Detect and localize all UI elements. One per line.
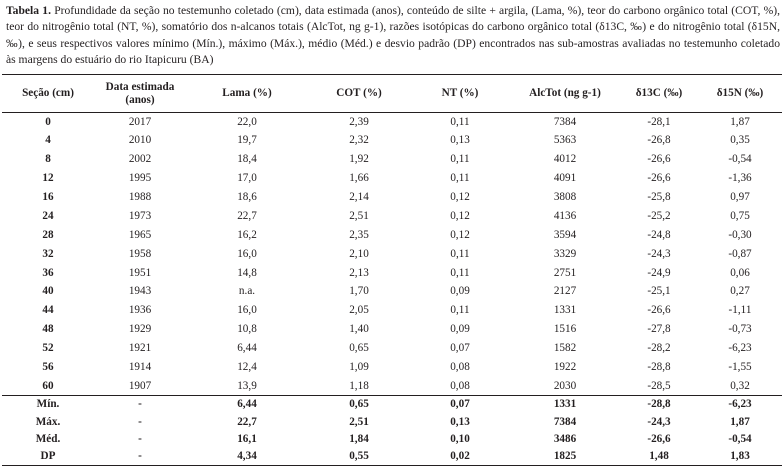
cell-data: 1958	[128, 247, 152, 260]
table-row	[2, 207, 782, 226]
cell-c13: -25,8	[647, 191, 671, 203]
cell-c13: -27,8	[647, 323, 671, 336]
stat-row	[2, 448, 782, 466]
cell-cot: 1,18	[349, 379, 369, 392]
cell-nt: 0,11	[450, 266, 470, 279]
cell-c13: -28,1	[647, 115, 671, 128]
cell-cot: 1,40	[349, 323, 369, 336]
cell-nt: 0,08	[450, 379, 470, 392]
cell-nt: 0,11	[450, 304, 470, 317]
cell-secao: 32	[42, 247, 54, 260]
cell-cot: 1,84	[349, 433, 369, 446]
cell-secao: 12	[42, 172, 54, 185]
cell-c13: -26,6	[647, 172, 671, 185]
table-row	[2, 358, 782, 377]
table-row	[2, 301, 782, 320]
header-alctot: AlcTot (ng g-1)	[510, 75, 620, 113]
cell-n15: -6,23	[728, 342, 752, 355]
cell-cot: 2,35	[349, 228, 369, 241]
table-row	[2, 188, 782, 207]
cell-alctot: 2030	[553, 379, 577, 392]
cell-n15: -0,54	[728, 433, 752, 446]
cell-n15: 0,97	[730, 191, 750, 203]
cell-data: -	[138, 415, 142, 428]
cell-lama: 4,34	[186, 448, 308, 466]
cell-data: 2002	[128, 153, 152, 166]
cell-cot: 2,05	[349, 304, 369, 317]
cell-alctot: 7384	[553, 115, 577, 128]
cell-data: 1988	[128, 191, 152, 203]
cell-data: 1973	[128, 209, 152, 222]
cell-c13: 1,48	[620, 448, 698, 466]
cell-cot: 2,39	[349, 115, 369, 128]
header-lama: Lama (%)	[186, 75, 308, 113]
cell-alctot: 4091	[553, 172, 577, 185]
cell-alctot: 4136	[553, 209, 577, 222]
cell-alctot: 2127	[553, 285, 577, 298]
cell-cot: 1,70	[349, 285, 369, 298]
cell-alctot: 1516	[553, 323, 577, 336]
cell-n15: 0,06	[730, 266, 750, 279]
cell-data: 1965	[128, 228, 152, 241]
cell-data: 1929	[128, 323, 152, 336]
cell-lama: 22,7	[237, 415, 257, 428]
table-row	[2, 113, 782, 132]
header-secao: Seção (cm)	[2, 75, 94, 113]
cell-lama: 13,9	[237, 379, 257, 392]
stat-row	[2, 396, 782, 414]
cell-alctot: 2751	[553, 266, 577, 279]
cell-data: 1943	[128, 285, 152, 298]
cell-data: -	[94, 396, 186, 414]
cell-data: 1914	[128, 361, 152, 374]
cell-nt: 0,08	[450, 361, 470, 374]
cell-secao: 60	[42, 379, 54, 392]
cell-n15: -0,30	[728, 228, 752, 241]
cell-lama: 22,7	[237, 209, 257, 222]
cell-alctot: 1825	[510, 448, 620, 466]
data-table	[2, 74, 782, 466]
cell-nt: 0,12	[450, 191, 470, 203]
cell-cot: 0,65	[308, 396, 410, 414]
cell-alctot: 3808	[553, 191, 577, 203]
cell-lama: 12,4	[237, 361, 257, 374]
cell-n15: 0,27	[730, 285, 750, 298]
cell-c13: -28,2	[647, 342, 671, 355]
cell-data: 1907	[128, 379, 152, 392]
cell-alctot: 4012	[553, 153, 577, 166]
cell-lama: 10,8	[237, 323, 257, 336]
cell-lama: 16,1	[237, 433, 257, 446]
cell-data: 1995	[128, 172, 152, 185]
cell-lama: 6,44	[186, 396, 308, 414]
cell-alctot: 1331	[553, 304, 577, 317]
cell-secao: 0	[45, 115, 51, 128]
cell-c13: -26,8	[647, 134, 671, 147]
cell-n15: -1,55	[728, 361, 752, 374]
cell-data: 1951	[128, 266, 152, 279]
cell-lama: 6,44	[237, 342, 257, 355]
table-row	[2, 150, 782, 169]
header-data: Data estimada (anos)	[94, 75, 186, 113]
cell-secao: 28	[42, 228, 54, 241]
cell-c13: -24,3	[647, 247, 671, 260]
cell-n15: 1,87	[730, 115, 750, 128]
cell-nt: 0,07	[410, 396, 510, 414]
cell-alctot: 3486	[553, 433, 577, 446]
cell-lama: n.a.	[238, 285, 256, 298]
cell-c13: -25,1	[647, 285, 671, 298]
header-nt: NT (%)	[410, 75, 510, 113]
cell-n15: 1,87	[730, 415, 750, 428]
cell-secao: 48	[42, 323, 54, 336]
cell-c13: -26,6	[647, 433, 671, 446]
cell-n15: -0,87	[728, 247, 752, 260]
header-n15: δ15N (‰)	[698, 75, 782, 113]
header-row	[2, 75, 782, 113]
table-row	[2, 283, 782, 302]
cell-cot: 2,51	[349, 209, 369, 222]
cell-c13: -26,6	[647, 304, 671, 317]
cell-cot: 0,55	[308, 448, 410, 466]
cell-secao: 16	[42, 191, 54, 203]
cell-c13: -28,5	[647, 379, 671, 392]
table-row	[2, 245, 782, 264]
table-row	[2, 131, 782, 150]
cell-cot: 2,32	[349, 134, 369, 147]
cell-cot: 0,65	[349, 342, 369, 355]
caption-text: Profundidade da seção no testemunho coletado (cm), data estimada (anos), conteúdo de silte + argila, (Lama, %), teor do carbono orgânico total (COT, %), teor do nitrogênio total (NT, %), somatório dos n-alcanos totais (AlcTot, ng g-1), razões isotópicas do carbono orgânico total (δ13C, ‰) e do nitrogênio total (δ15N, ‰), e seus respectivos valores mínimo (Mín.), máximo (Máx.), médio (Méd.) e desvio padrão (DP) encontrados nas sub-amostras avaliadas no testemunho coletado às margens do estuário do rio Itapicuru (BA)	[6, 4, 781, 67]
cell-cot: 2,13	[349, 266, 369, 279]
table-row	[2, 377, 782, 396]
stat-row	[2, 431, 782, 449]
cell-n15: -1,11	[728, 304, 752, 317]
cell-n15: -1,36	[728, 172, 752, 185]
cell-data: 2010	[128, 134, 152, 147]
cell-n15: 0,35	[730, 134, 750, 147]
table-row	[2, 320, 782, 339]
cell-data: 1921	[128, 342, 152, 355]
cell-secao: DP	[2, 448, 94, 466]
table-row	[2, 264, 782, 283]
cell-secao: 36	[42, 266, 54, 279]
cell-c13: -24,8	[647, 228, 671, 241]
cell-alctot: 1582	[553, 342, 577, 355]
cell-nt: 0,02	[410, 448, 510, 466]
cell-secao: 52	[42, 342, 54, 355]
cell-nt: 0,11	[450, 247, 470, 260]
cell-nt: 0,11	[450, 153, 470, 166]
cell-cot: 2,14	[349, 191, 369, 203]
cell-n15: -0,54	[728, 153, 752, 166]
cell-secao: 24	[42, 209, 54, 222]
cell-alctot: 1922	[553, 361, 577, 374]
table-row	[2, 339, 782, 358]
header-c13: δ13C (‰)	[620, 75, 698, 113]
cell-n15: 1,83	[698, 448, 782, 466]
cell-lama: 14,8	[237, 266, 257, 279]
cell-secao: 44	[42, 304, 54, 317]
table-row	[2, 226, 782, 245]
cell-nt: 0,12	[450, 228, 470, 241]
cell-nt: 0,11	[450, 172, 470, 185]
cell-c13: -25,2	[647, 209, 671, 222]
cell-secao: Méd.	[35, 433, 61, 446]
cell-alctot: 7384	[553, 415, 577, 428]
cell-c13: -24,3	[647, 415, 671, 428]
cell-nt: 0,09	[450, 285, 470, 298]
caption-label: Tabela 1.	[6, 4, 51, 17]
cell-secao: 40	[42, 285, 54, 298]
cell-lama: 22,0	[237, 115, 257, 128]
cell-lama: 18,6	[237, 191, 257, 203]
cell-lama: 16,0	[237, 247, 257, 260]
cell-data: -	[94, 448, 186, 466]
table-body	[2, 113, 782, 466]
cell-nt: 0,07	[450, 342, 470, 355]
cell-secao: Mín.	[2, 396, 94, 414]
cell-c13: -24,9	[647, 266, 671, 279]
cell-data: -	[138, 433, 142, 446]
cell-nt: 0,12	[450, 209, 470, 222]
cell-secao: Máx.	[35, 415, 61, 428]
cell-cot: 1,92	[349, 153, 369, 166]
cell-n15: -0,73	[728, 323, 752, 336]
cell-secao: 4	[45, 134, 51, 147]
cell-lama: 17,0	[237, 172, 257, 185]
cell-lama: 16,2	[237, 228, 257, 241]
cell-cot: 2,51	[349, 415, 369, 428]
cell-cot: 2,10	[349, 247, 369, 260]
cell-n15: -6,23	[698, 396, 782, 414]
cell-secao: 56	[42, 361, 54, 374]
cell-c13: -28,8	[620, 396, 698, 414]
table-row	[2, 169, 782, 188]
cell-nt: 0,11	[450, 115, 470, 128]
cell-n15: 0,75	[730, 209, 750, 222]
cell-n15: 0,32	[730, 379, 750, 392]
table-caption	[6, 3, 780, 69]
cell-alctot: 3329	[553, 247, 577, 260]
cell-lama: 18,4	[237, 153, 257, 166]
cell-nt: 0,13	[450, 134, 470, 147]
cell-cot: 1,66	[349, 172, 369, 185]
cell-lama: 16,0	[237, 304, 257, 317]
cell-data: 1936	[128, 304, 152, 317]
cell-alctot: 1331	[510, 396, 620, 414]
cell-nt: 0,10	[450, 433, 470, 446]
stat-row	[2, 413, 782, 431]
cell-cot: 1,09	[349, 361, 369, 374]
cell-nt: 0,13	[450, 415, 470, 428]
cell-data: 2017	[128, 115, 152, 128]
cell-alctot: 3594	[553, 228, 577, 241]
cell-secao: 8	[45, 153, 51, 166]
cell-lama: 19,7	[237, 134, 257, 147]
cell-c13: -28,8	[647, 361, 671, 374]
cell-alctot: 5363	[553, 134, 577, 147]
cell-c13: -26,6	[647, 153, 671, 166]
cell-nt: 0,09	[450, 323, 470, 336]
header-cot: COT (%)	[308, 75, 410, 113]
